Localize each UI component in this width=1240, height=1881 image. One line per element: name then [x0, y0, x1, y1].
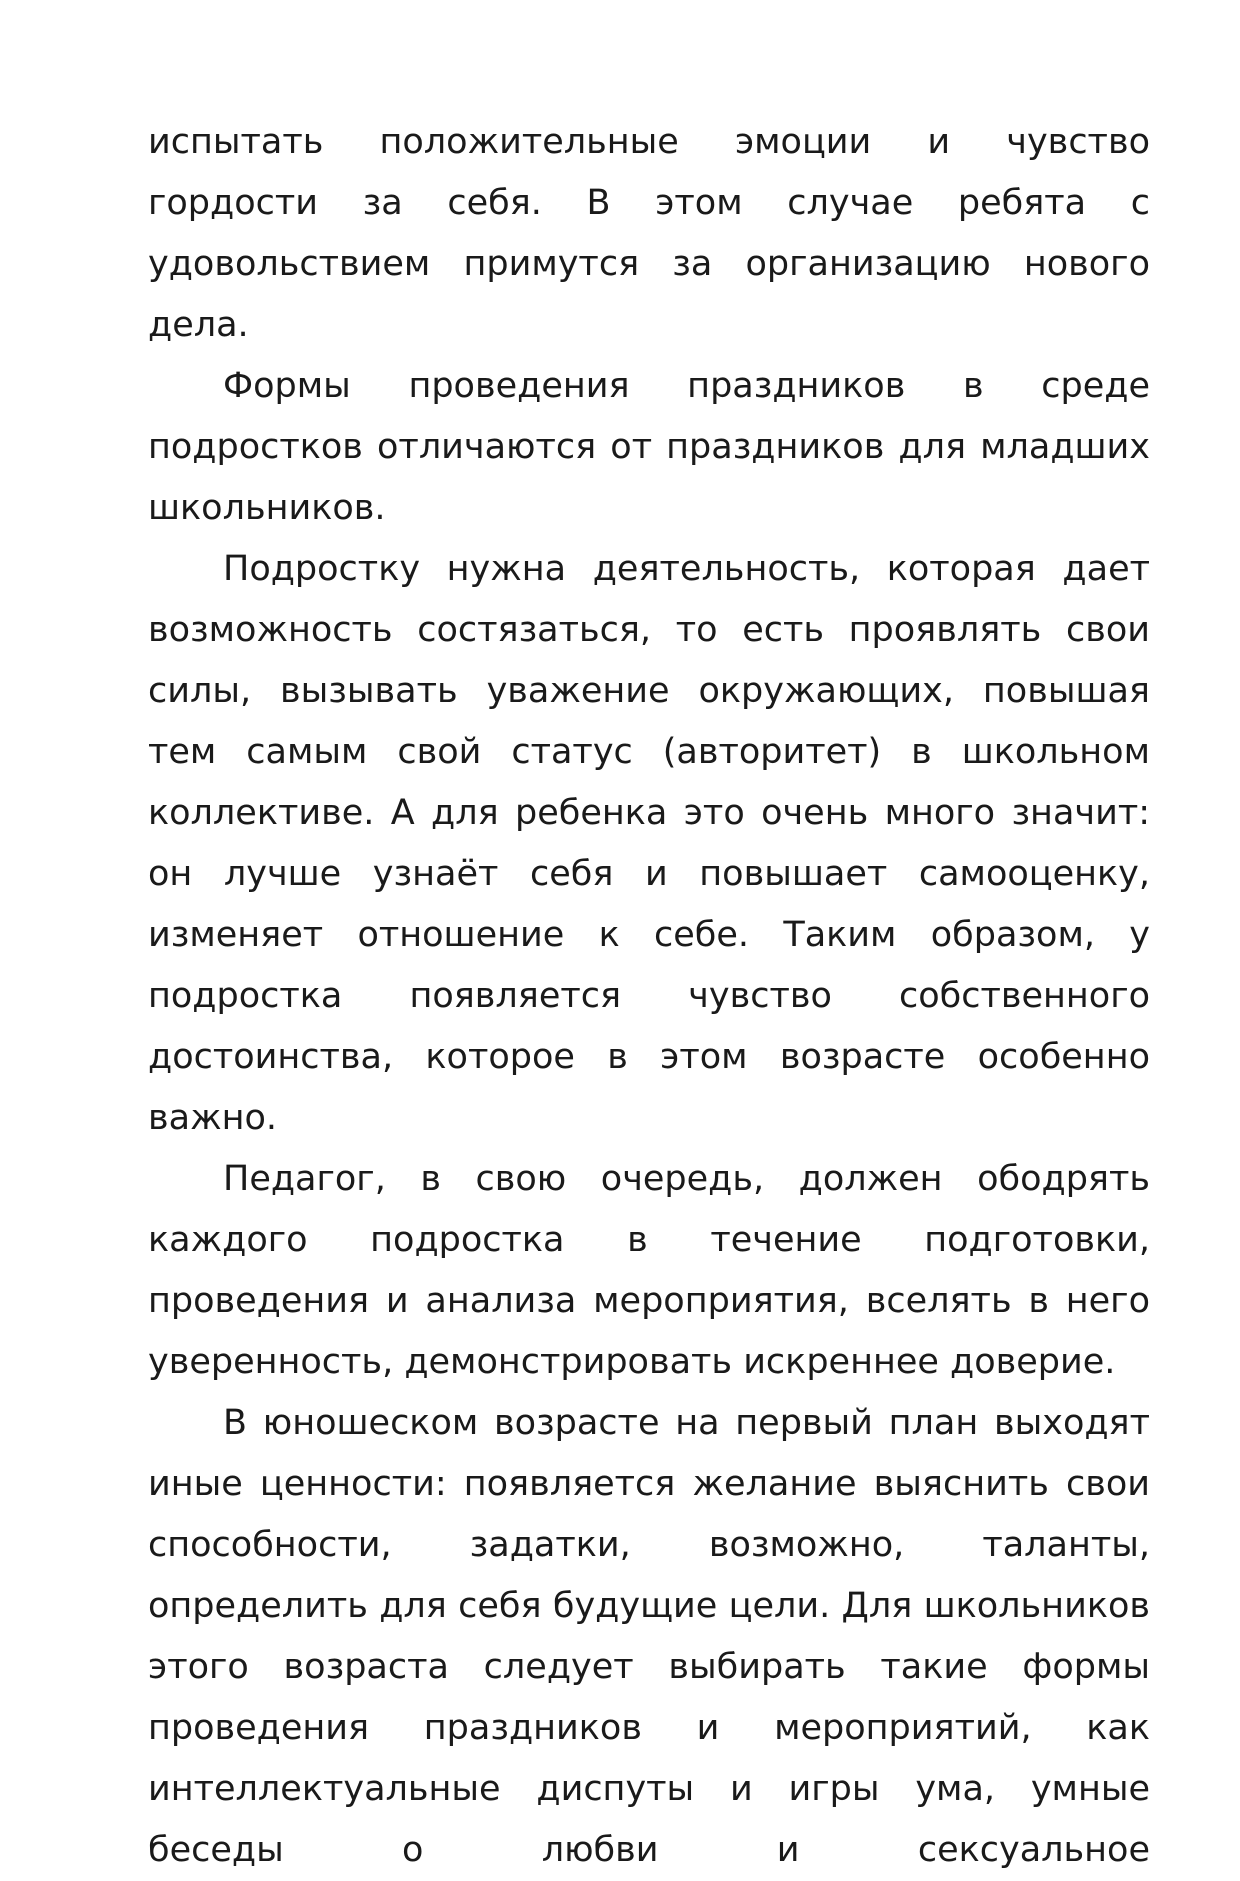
paragraph-1: испытать положительные эмоции и чувство гордости за себя. В этом случае ребята с удовольствием примутся за организацию нового дела. [148, 122, 1150, 345]
paragraph-4: Педагог, в свою очередь, должен ободрять каждого подростка в течение подготовки, проведения и анализа мероприятия, вселять в него уверенность, демонстрировать искреннее доверие. [148, 1159, 1150, 1382]
paragraph-5: В юношеском возрасте на первый план выходят иные ценности: появляется желание выяснить свои способности, задатки, возможно, таланты, определить для себя будущие цели. Для школьников этого возраста следует выбирать такие формы проведения праздников и мероприятий, как интеллектуальные диспуты и игры ума, умные беседы о любви и сексуальное [148, 1403, 1150, 1870]
paragraph-2: Формы проведения праздников в среде подростков отличаются от праздников для младших школьников. [148, 366, 1150, 528]
paragraph-3: Подростку нужна деятельность, которая дает возможность состязаться, то есть проявлять свои силы, вызывать уважение окружающих, повышая тем самым свой статус (авторитет) в школьном коллективе. А для ребенка это очень много значит: он лучше узнаёт себя и повышает самооценку, изменяет отношение к себе. Таким образом, у подростка появляется чувство собственного достоинства, которое в этом возрасте особенно важно. [148, 549, 1150, 1138]
body-text [148, 112, 1150, 1881]
